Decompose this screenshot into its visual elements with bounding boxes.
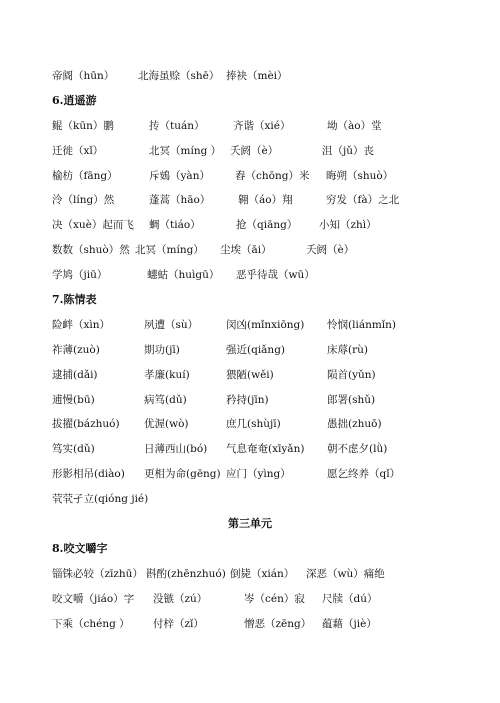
vocab-item: 迁徙（xǐ） [52, 145, 104, 157]
vocab-item: 付梓（zǐ） [153, 618, 204, 630]
vocab-item: 床蓐(rù) [327, 344, 368, 356]
vocab-item: 捧袂（mèi） [226, 70, 288, 82]
vocab-item: 帝阍（hūn） [52, 70, 115, 82]
vocab-item: 锱铢必较（zīzhū） [52, 568, 143, 580]
vocab-item: 抟（tuán） [149, 120, 205, 132]
vocab-item: 数数（shuò）然 [52, 244, 130, 256]
vocab-item: 朝不虑夕(lǜ) [327, 443, 388, 455]
vocab-row [0, 240, 500, 260]
vocab-item: 蕴藉（jiè） [322, 618, 377, 630]
vocab-row [0, 489, 500, 509]
vocab-item: 蟪蛄（huìgū） [147, 269, 220, 281]
vocab-item: 强近(qiǎng) [226, 344, 286, 356]
vocab-row [0, 190, 500, 210]
section-heading: 7.陈情表 [52, 293, 97, 306]
vocab-item: 气息奄奄(xīyǎn) [226, 443, 305, 455]
vocab-item: 没镞（zú） [153, 593, 208, 605]
vocab-item: 晦朔（shuò） [326, 170, 394, 182]
vocab-item: 应门（yìng） [226, 468, 291, 480]
vocab-item: 榆枋（fāng） [52, 170, 118, 182]
vocab-item: 猥陋(wěi) [226, 369, 274, 381]
vocab-row [0, 414, 500, 434]
vocab-item: 齐谐（xié） [233, 120, 291, 132]
vocab-item: 斥鴳（yàn） [149, 170, 210, 182]
vocab-item: 期功(jī) [144, 344, 180, 356]
vocab-row [0, 439, 500, 459]
vocab-item: 尘埃（āi） [220, 244, 272, 256]
vocab-row [0, 315, 500, 335]
vocab-item: 北海虽赊（shē） [138, 70, 220, 82]
vocab-item: 蓬蒿（hāo） [149, 194, 211, 206]
unit-title: 第三单元 [228, 517, 272, 530]
vocab-item: 病笃(dǔ) [144, 394, 187, 406]
vocab-item: 舂（chōng）米 [235, 170, 310, 182]
vocab-item: 憎恶（zēng） [244, 618, 312, 630]
vocab-item: 蜩（tiáo） [149, 219, 201, 231]
vocab-item: 翱（áo）翔 [238, 194, 293, 206]
vocab-row [0, 564, 500, 584]
vocab-row [0, 265, 500, 285]
vocab-item: 斟酌(zhēnzhuó) [146, 568, 226, 580]
vocab-item: 鲲（kūn）鹏 [52, 120, 114, 132]
vocab-row [0, 66, 500, 86]
vocab-item: 夭阏（è） [306, 244, 355, 256]
vocab-row [0, 614, 500, 634]
vocab-item: 岑（cén）寂 [244, 593, 305, 605]
vocab-item: 愚拙(zhuō) [327, 418, 382, 430]
vocab-item: 决（xuè）起而飞 [52, 219, 134, 231]
section-heading: 6.逍遥游 [52, 94, 97, 107]
vocab-item: 孝廉(kuí) [144, 369, 190, 381]
vocab-row [0, 390, 500, 410]
vocab-item: 日薄西山(bó) [144, 443, 208, 455]
vocab-item: 下乘（chéng ） [52, 618, 130, 630]
vocab-item: 北冥（míng ） [149, 145, 222, 157]
vocab-row [0, 141, 500, 161]
section-heading: 8.咬文嚼字 [52, 542, 108, 555]
vocab-item: 茕茕孑立(qióng jié) [52, 493, 149, 505]
vocab-item: 恶乎待哉（wū） [236, 269, 315, 281]
vocab-item: 学鸠（jiū） [52, 269, 108, 281]
vocab-item: 深恶（wù）痛绝 [306, 568, 385, 580]
vocab-item: 拔擢(bázhuó) [52, 418, 120, 430]
vocab-item: 形影相吊(diào) [52, 468, 125, 480]
vocab-row [0, 166, 500, 186]
vocab-item: 更相为命(gēng) [144, 468, 221, 480]
vocab-item: 险衅（xìn） [52, 319, 111, 331]
vocab-item: 祚薄(zuò) [52, 344, 100, 356]
vocab-item: 逋慢(bū) [52, 394, 95, 406]
vocab-item: 愿乞终养（qǐ） [327, 468, 401, 480]
vocab-item: 咬文嚼（jiáo）字 [52, 593, 135, 605]
vocab-item: 庶几(shùjī) [226, 418, 281, 430]
vocab-item: 尺牍（dú） [322, 593, 378, 605]
vocab-item: 沮（jǔ）丧 [322, 145, 375, 157]
vocab-item: 怜悯(liánmǐn) [327, 319, 397, 331]
vocab-item: 泠（líng）然 [52, 194, 115, 206]
vocab-row [0, 589, 500, 609]
vocab-item: 倒毙（xián） [230, 568, 295, 580]
vocab-item: 闵凶(mǐnxiōng) [226, 319, 305, 331]
vocab-item: 矜持(jīn) [226, 394, 269, 406]
vocab-item: 穷发（fà）之北 [326, 194, 400, 206]
vocab-item: 坳（ào）堂 [327, 120, 382, 132]
vocab-item: 抢（qiāng） [236, 219, 298, 231]
vocab-row [0, 116, 500, 136]
vocab-item: 夙遭（sù） [144, 319, 199, 331]
vocab-row [0, 215, 500, 235]
vocab-item: 郎署(shǔ) [327, 394, 376, 406]
vocab-item: 小知（zhì） [319, 219, 377, 231]
vocab-row [0, 464, 500, 484]
vocab-item: 陨首(yǔn) [327, 369, 376, 381]
vocab-item: 优渥(wò) [144, 418, 189, 430]
vocab-row [0, 365, 500, 385]
vocab-row [0, 340, 500, 360]
vocab-item: 笃实(dǔ) [52, 443, 95, 455]
vocab-item: 北冥（míng） [135, 244, 204, 256]
vocab-item: 逮捕(dǎi) [52, 369, 98, 381]
vocab-item: 夭阏（è） [230, 145, 279, 157]
